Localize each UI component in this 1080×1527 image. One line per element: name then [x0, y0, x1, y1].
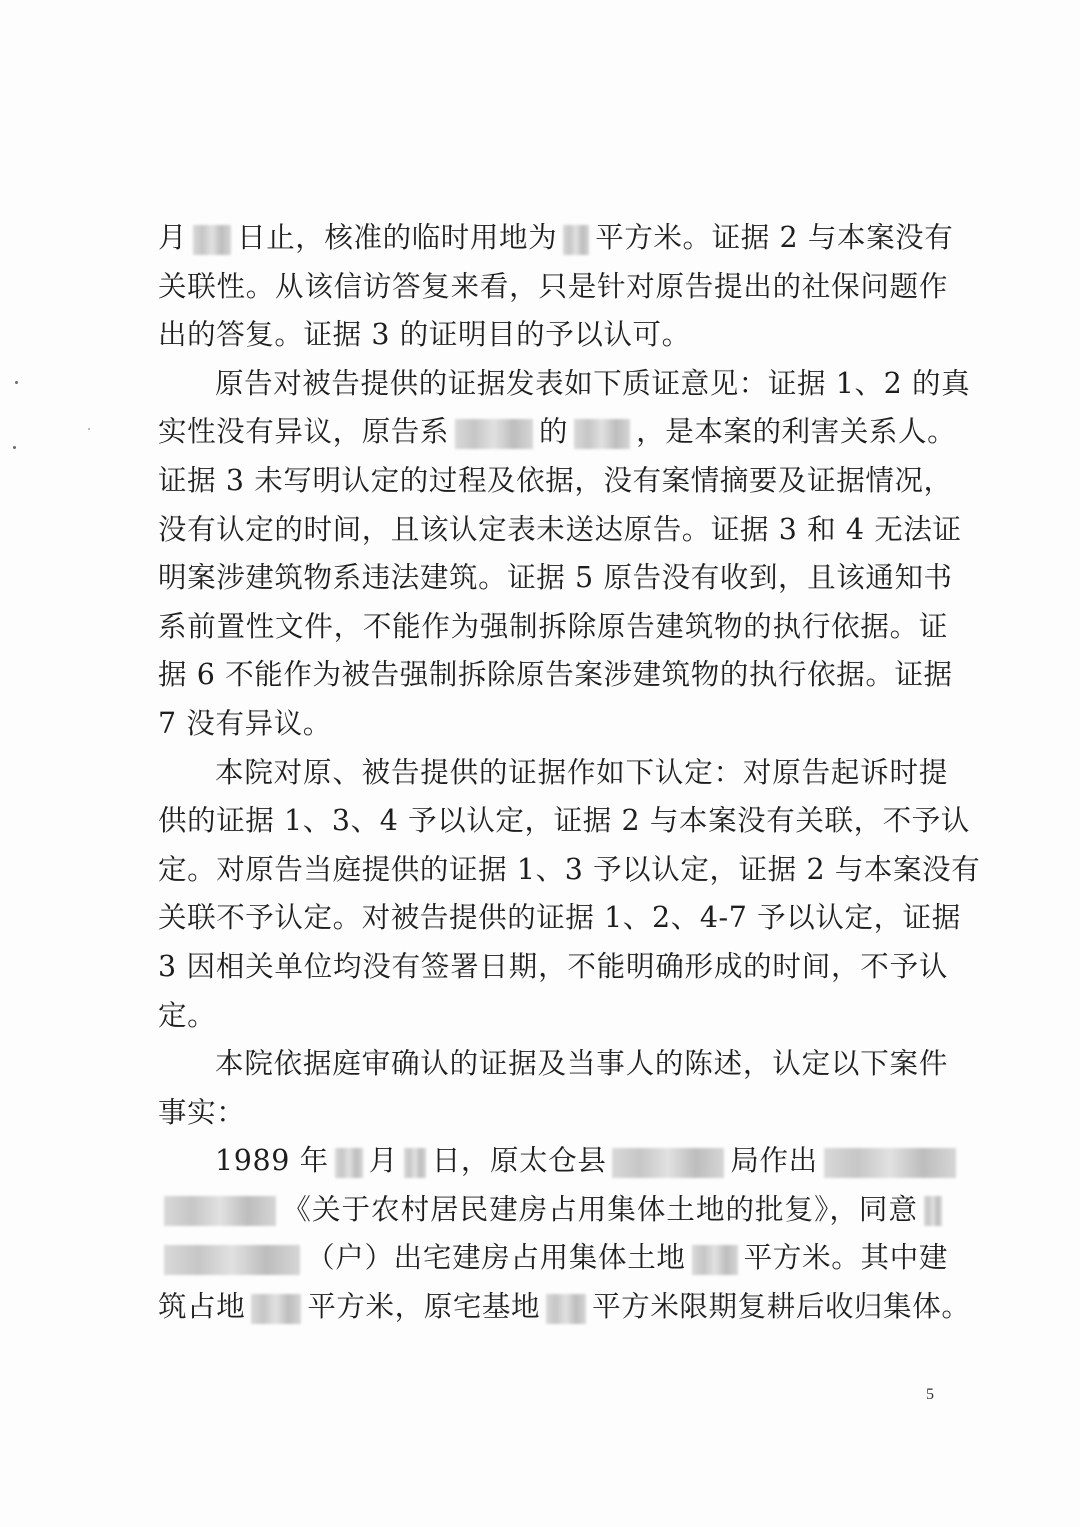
- text-segment: 本院对原、被告提供的证据作如下认定：对原告起诉时提: [215, 755, 948, 789]
- text-segment: 平方米。其中建: [743, 1241, 948, 1275]
- scan-speck: [15, 381, 18, 384]
- redaction-mosaic: [824, 1148, 956, 1178]
- text-segment: 实性没有异议，原告系: [158, 415, 450, 449]
- text-line: [158, 408, 957, 457]
- text-segment: 日，原太仓县: [431, 1144, 607, 1178]
- text-segment: 事实：: [158, 1095, 246, 1129]
- text-segment: 1989 年: [215, 1144, 329, 1178]
- text-line: [158, 846, 981, 895]
- text-line: [158, 894, 961, 943]
- redaction-mosaic: [193, 225, 231, 255]
- scan-speck: [13, 446, 16, 449]
- text-segment: 筑占地: [158, 1290, 246, 1324]
- text-segment: 原告对被告提供的证据发表如下质证意见：证据 1、2 的真: [215, 366, 971, 400]
- text-segment: 关联不予认定。对被告提供的证据 1、2、4-7 予以认定，证据: [158, 901, 961, 935]
- text-segment: 明案涉建筑物系违法建筑。证据 5 原告没有收到，且该通知书: [158, 561, 953, 595]
- text-segment: 证据 3 未写明认定的过程及依据，没有案情摘要及证据情况，: [158, 463, 953, 497]
- redaction-mosaic: [251, 1294, 301, 1324]
- text-segment: 定。: [158, 998, 217, 1032]
- paragraph: [158, 360, 971, 749]
- text-segment: （户）出宅建房占用集体土地: [306, 1241, 686, 1275]
- text-segment: 定。对原告当庭提供的证据 1、3 予以认定，证据 2 与本案没有: [158, 852, 981, 886]
- paragraph: [158, 749, 981, 1041]
- text-line: [158, 943, 948, 992]
- text-segment: ，是本案的利害关系人。: [636, 415, 957, 449]
- text-segment: 局作出: [730, 1144, 818, 1178]
- redaction-mosaic: [612, 1148, 724, 1178]
- text-line: [158, 554, 953, 603]
- paragraph: [158, 1040, 948, 1137]
- document-body: [158, 214, 981, 1332]
- text-line: [158, 506, 962, 555]
- text-line: [158, 651, 953, 700]
- redaction-mosaic: [574, 419, 630, 449]
- text-segment: 供的证据 1、3、4 予以认定，证据 2 与本案没有关联，不予认: [158, 804, 970, 838]
- text-line: [158, 992, 948, 1041]
- redaction-mosaic: [563, 225, 589, 255]
- text-segment: 《关于农村居民建房占用集体土地的批复》，同意: [282, 1192, 918, 1226]
- text-segment: 出的答复。证据 3 的证明目的予以认可。: [158, 318, 691, 352]
- text-line: [158, 603, 948, 652]
- text-segment: 3 因相关单位均没有签署日期，不能明确形成的时间，不予认: [158, 949, 948, 983]
- text-line: [158, 1234, 948, 1283]
- redaction-mosaic: [924, 1196, 942, 1226]
- redaction-mosaic: [455, 419, 533, 449]
- redaction-mosaic: [404, 1148, 426, 1178]
- text-segment: 平方米限期复耕后收归集体。: [592, 1290, 971, 1324]
- text-segment: 关联性。从该信访答复来看，只是针对原告提出的社保问题作: [158, 269, 948, 303]
- text-segment: 日止，核准的临时用地为: [237, 221, 558, 254]
- text-line: [158, 263, 948, 312]
- text-line: [158, 214, 954, 263]
- scan-speck: [88, 428, 90, 430]
- redaction-mosaic: [335, 1148, 363, 1178]
- redaction-mosaic: [546, 1294, 586, 1324]
- text-line: [158, 1089, 948, 1138]
- text-line: [158, 457, 953, 506]
- text-line: [158, 1186, 948, 1235]
- text-line: [158, 700, 948, 749]
- text-line: [158, 311, 948, 360]
- text-segment: 平方米。证据 2 与本案没有: [595, 221, 954, 254]
- text-segment: 系前置性文件，不能作为强制拆除原告建筑物的执行依据。证: [158, 609, 948, 643]
- text-segment: 7 没有异议。: [158, 706, 332, 740]
- paragraph: [158, 1137, 971, 1331]
- text-segment: 月: [368, 1144, 398, 1178]
- redaction-mosaic: [164, 1196, 276, 1226]
- text-segment: 平方米，原宅基地: [307, 1290, 541, 1324]
- redaction-mosaic: [692, 1245, 738, 1275]
- text-line: [158, 360, 971, 409]
- text-segment: 据 6 不能作为被告强制拆除原告案涉建筑物的执行依据。证据: [158, 658, 953, 692]
- redaction-mosaic: [164, 1245, 300, 1275]
- page-number: 5: [926, 1386, 934, 1403]
- paragraph: [158, 214, 954, 360]
- text-line: [158, 1040, 948, 1089]
- text-line: [158, 797, 970, 846]
- text-line: [158, 1283, 971, 1332]
- text-line: [158, 1137, 948, 1186]
- text-segment: 没有认定的时间，且该认定表未送达原告。证据 3 和 4 无法证: [158, 512, 962, 546]
- text-line: [158, 749, 948, 798]
- text-segment: 的: [539, 415, 569, 449]
- text-segment: 本院依据庭审确认的证据及当事人的陈述，认定以下案件: [215, 1047, 948, 1081]
- text-segment: 月: [158, 221, 188, 254]
